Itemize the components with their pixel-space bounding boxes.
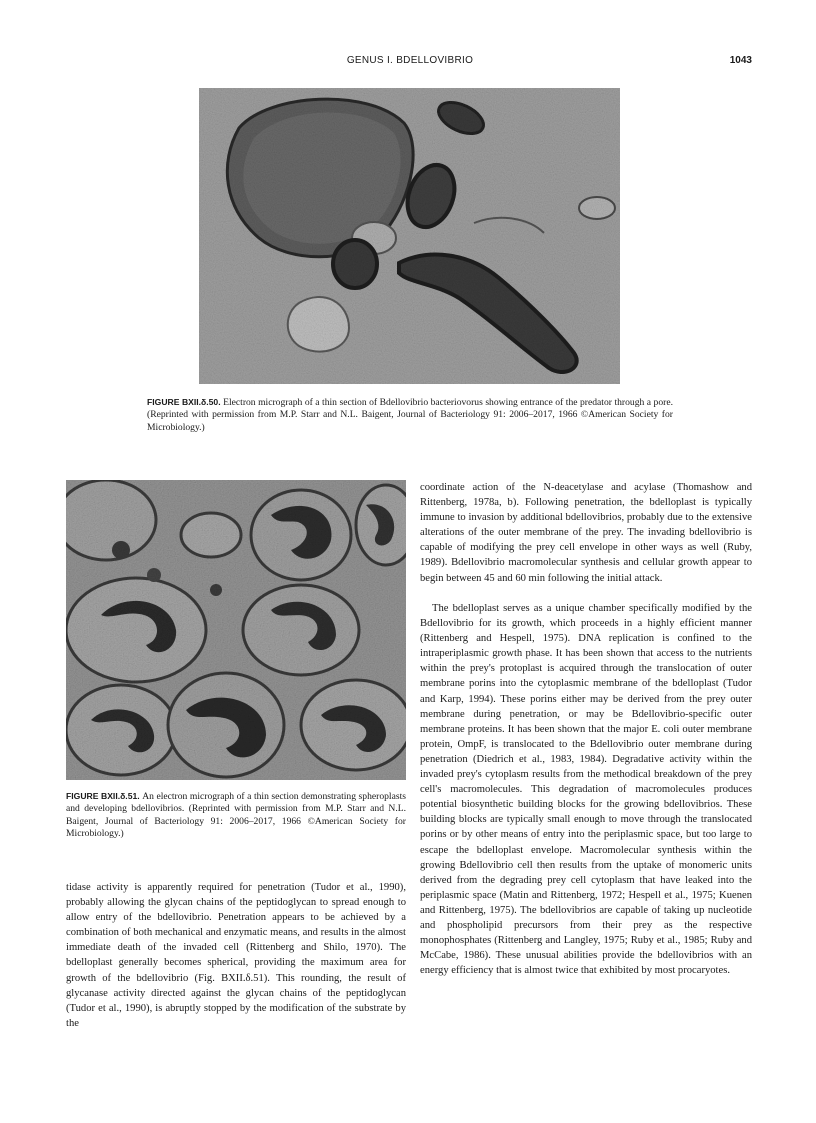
figure-caption-51: [66, 790, 406, 841]
micrograph-figure-51: [66, 480, 406, 780]
page-number: 1043: [729, 55, 752, 66]
caption-text: Electron micrograph of a thin section of Bdellovibrio bacteriovorus showing entrance of the predator through a pore. (Reprinted with permission from M.P. Starr and N.L. Baigent, Journal of Bacteriology 91: 2006–2017, 1966 ©American Society for Microbiology.): [147, 397, 673, 433]
micrograph-image: [66, 480, 406, 780]
body-paragraph-right-2: The bdelloplast serves as a unique chamber specifically modified by the Bdellovibrio for its growth, which proceeds in a highly efficient manner (Rittenberg and Hespell, 1975). DNA replication is confined to the intraperiplasmic growth phase. It has been shown that access to the nutrients within the prey's protoplast is acquired through the translocation of outer membrane porins into the cytoplasmic membrane of the bdelloplast (Tudor and Karp, 1994). These porins either may be derived from the prey outer membrane during penetration, or may be Bdellovibrio-specific outer membrane proteins. It has been shown that the major E. coli outer membrane protein, OmpF, is translocated to the Bdellovibrio outer membrane during penetration (Diedrich et al., 1983, 1984). Degradative activity within the invaded prey's cytoplasm results from the methodical breakdown of the prey cell's macromolecules. This degradation of macromolecules produces potential biosynthetic building blocks for the growing bdellovibrios. These building blocks are typically small enough to move through the translocated porins or by other means of entry into the periplasmic space, but too large to escape the bdelloplast envelope. Macromolecular synthesis within the growing Bdellovibrio cell then results from the uptake of monomeric units derived from the degrading prey cell cytoplasm that have leaked into the periplasmic space (Matin and Rittenberg, 1972; Hespell et al., 1975; Kuenen and Rittenberg, 1975). The bdellovibrios are capable of taking up nucleotide and phospholipid precursors from their prey as the respective monophosphates (Rittenberg and Langley, 1975; Ruby et al., 1985; Ruby and McCabe, 1986). These unusual abilities provide the bdellovibrios with an energy efficiency that is almost twice that exhibited by most procaryotes.: [420, 603, 752, 977]
caption-text: An electron micrograph of a thin section demonstrating spheroplasts and developing bdellovibrios. (Reprinted with permission from M.P. Starr and N.L. Baigent, Journal of Bacteriology 91: 2006–2017, 1966 ©American Society for Microbiology.): [66, 791, 406, 840]
caption-label: FIGURE BXII.δ.51.: [66, 791, 140, 801]
body-paragraph-left: tidase activity is apparently required for penetration (Tudor et al., 1990), probably allowing the glycan chains of the peptidoglycan to spread enough to allow entry of the bdellovibrio. Penetration appears to be achieved by a combination of both mechanical and enzymatic means, and results in the almost immediate death of the invaded cell (Rittenberg and Shilo, 1970). The bdelloplast generally becomes spherical, providing the maximum area for growth of the bdellovibrio (Fig. BXII.δ.51). This rounding, the result of glycanase activity directed against the glycan chains of the peptidoglycan (Tudor et al., 1990), is abruptly stopped by the modification of the substrate by the: [66, 882, 406, 1029]
micrograph-image: [199, 88, 620, 384]
micrograph-figure-50: [199, 88, 620, 384]
body-paragraph-right-1: coordinate action of the N-deacetylase and acylase (Thomashow and Rittenberg, 1978a, b). Following penetration, the bdelloplast is typically immune to invasion by additional bdellovibrios, probably due to the extensive alterations of the outer membrane of the prey. The invading bdellovibrio is capable of modifying the prey cell envelope in other ways as well (Ruby, 1989). Bdellovibrio macromolecular synthesis and cellular growth appear to begin between 45 and 60 min following the initial attack.: [420, 482, 752, 584]
running-head: GENUS I. BDELLOVIBRIO: [346, 55, 474, 66]
caption-label: FIGURE BXII.δ.50.: [147, 397, 221, 407]
figure-caption-50: [147, 396, 673, 434]
page-header: [0, 55, 816, 69]
